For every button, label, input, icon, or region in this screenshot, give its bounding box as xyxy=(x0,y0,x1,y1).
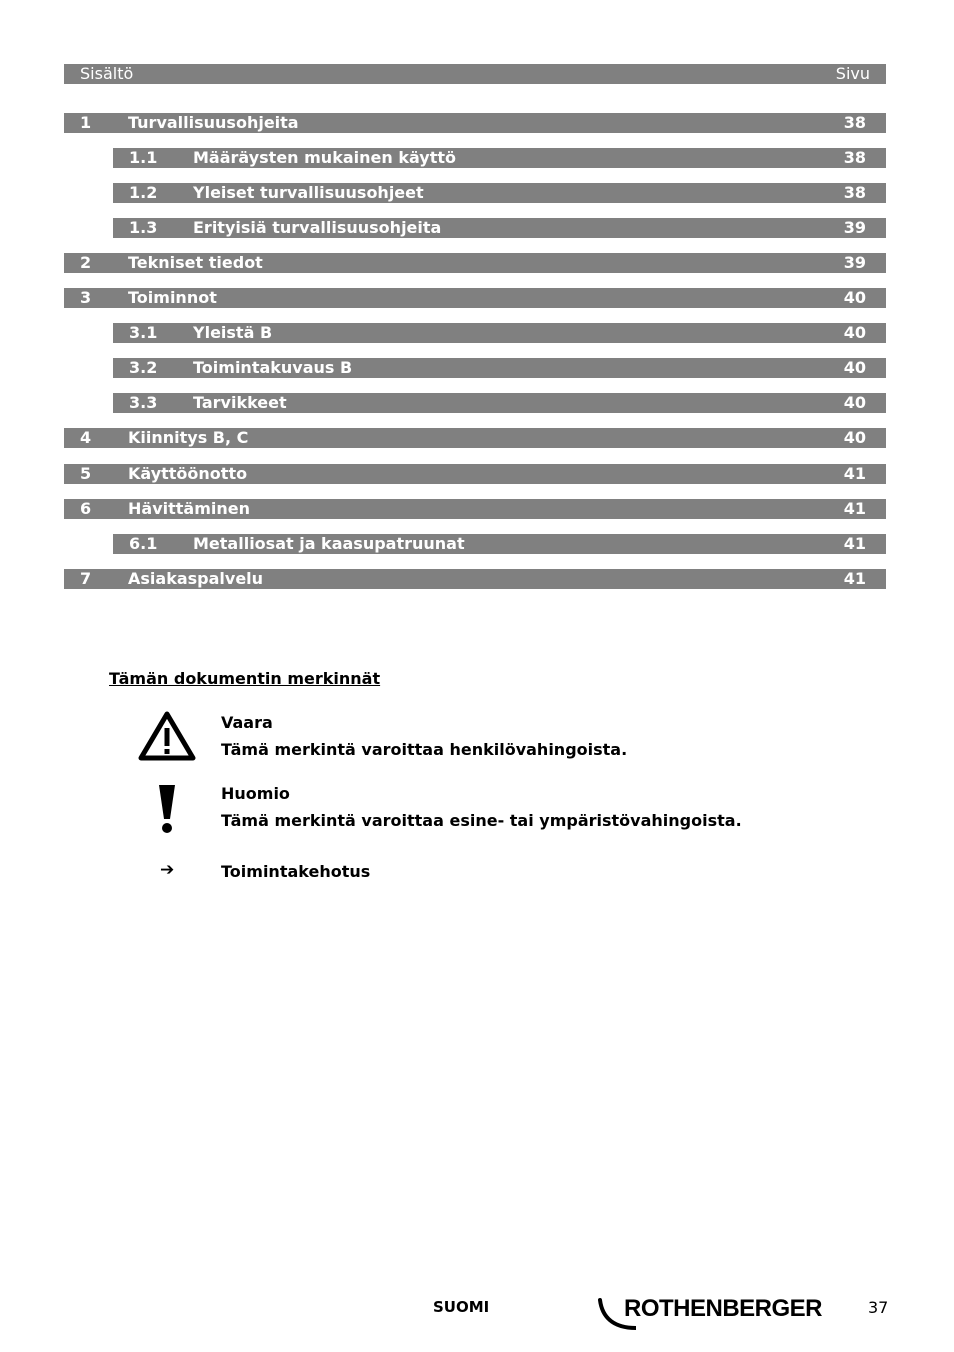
toc-entry-number: 4 xyxy=(80,428,92,447)
toc-entry-title: Tekniset tiedot xyxy=(128,253,263,272)
toc-entry[interactable] xyxy=(64,113,886,133)
footer-language: SUOMI xyxy=(433,1298,490,1316)
toc-entry-number: 1.1 xyxy=(129,148,158,167)
toc-entry[interactable] xyxy=(64,288,886,308)
toc-entry[interactable] xyxy=(64,464,886,484)
toc-entry-page: 41 xyxy=(843,569,866,588)
toc-entry-title: Asiakaspalvelu xyxy=(128,569,264,588)
toc-header xyxy=(64,64,886,84)
toc-subentry[interactable] xyxy=(113,358,886,378)
toc-entry-title: Toimintakuvaus B xyxy=(193,358,353,377)
action-description: Toimintakehotus xyxy=(221,862,371,881)
toc-entry-page: 39 xyxy=(843,218,866,237)
exclamation-icon xyxy=(154,783,180,835)
toc-entry-number: 5 xyxy=(80,464,92,483)
toc-entry-title: Erityisiä turvallisuusohjeita xyxy=(193,218,442,237)
toc-entry-page: 38 xyxy=(843,113,866,132)
caution-title: Huomio xyxy=(221,784,290,803)
toc-entry-title: Käyttöönotto xyxy=(128,464,248,483)
toc-entry-page: 38 xyxy=(843,183,866,202)
caution-text-block xyxy=(221,780,742,834)
brand-logo xyxy=(596,1294,836,1334)
toc-entry-title: Toiminnot xyxy=(128,288,217,307)
toc-header-title: Sisältö xyxy=(80,64,134,83)
toc-entry-title: Kiinnitys B, C xyxy=(128,428,249,447)
toc-entry[interactable] xyxy=(64,569,886,589)
toc-subentry[interactable] xyxy=(113,534,886,554)
toc-entry-number: 1.2 xyxy=(129,183,158,202)
toc-entry-title: Yleiset turvallisuusohjeet xyxy=(193,183,424,202)
toc-entry-page: 38 xyxy=(843,148,866,167)
toc-entry-page: 39 xyxy=(843,253,866,272)
toc-entry-number: 7 xyxy=(80,569,92,588)
toc-entry[interactable] xyxy=(64,428,886,448)
toc-entry-page: 40 xyxy=(843,393,866,412)
danger-text-block xyxy=(221,709,627,763)
toc-subentry[interactable] xyxy=(113,218,886,238)
toc-entry-title: Yleistä B xyxy=(193,323,273,342)
page-number: 37 xyxy=(868,1298,889,1317)
toc-entry-number: 1 xyxy=(80,113,92,132)
toc-subentry[interactable] xyxy=(113,183,886,203)
toc-entry-page: 40 xyxy=(843,323,866,342)
toc-entry-page: 41 xyxy=(843,534,866,553)
caution-description: Tämä merkintä varoittaa esine- tai ympäristövahingoista. xyxy=(221,811,742,830)
toc-entry-number: 3.1 xyxy=(129,323,158,342)
toc-entry[interactable] xyxy=(64,499,886,519)
toc-entry-title: Metalliosat ja kaasupatruunat xyxy=(193,534,465,553)
toc-entry-page: 40 xyxy=(843,358,866,377)
toc-entry-page: 41 xyxy=(843,464,866,483)
warning-triangle-icon xyxy=(138,710,196,762)
toc-entry-number: 3.2 xyxy=(129,358,158,377)
toc-entry-title: Turvallisuusohjeita xyxy=(128,113,299,132)
toc-entry-title: Hävittäminen xyxy=(128,499,250,518)
arrow-right-icon: ➔ xyxy=(160,860,175,880)
toc-subentry[interactable] xyxy=(113,323,886,343)
toc-subentry[interactable] xyxy=(113,393,886,413)
brand-name: ROTHENBERGER xyxy=(624,1295,823,1322)
toc-entry-number: 2 xyxy=(80,253,92,272)
toc-entry-number: 6.1 xyxy=(129,534,158,553)
toc-subentry[interactable] xyxy=(113,148,886,168)
toc-entry-title: Määräysten mukainen käyttö xyxy=(193,148,456,167)
toc-entry[interactable] xyxy=(64,253,886,273)
toc-entry-number: 6 xyxy=(80,499,92,518)
toc-entry-number: 3.3 xyxy=(129,393,158,412)
danger-title: Vaara xyxy=(221,713,273,732)
toc-entry-title: Tarvikkeet xyxy=(193,393,287,412)
toc-entry-number: 3 xyxy=(80,288,92,307)
toc-header-page: Sivu xyxy=(835,64,870,83)
toc-entry-page: 40 xyxy=(843,288,866,307)
legend-heading: Tämän dokumentin merkinnät xyxy=(109,669,381,688)
toc-entry-number: 1.3 xyxy=(129,218,158,237)
danger-description: Tämä merkintä varoittaa henkilövahingoista. xyxy=(221,740,628,759)
toc-entry-page: 40 xyxy=(843,428,866,447)
toc-entry-page: 41 xyxy=(843,499,866,518)
